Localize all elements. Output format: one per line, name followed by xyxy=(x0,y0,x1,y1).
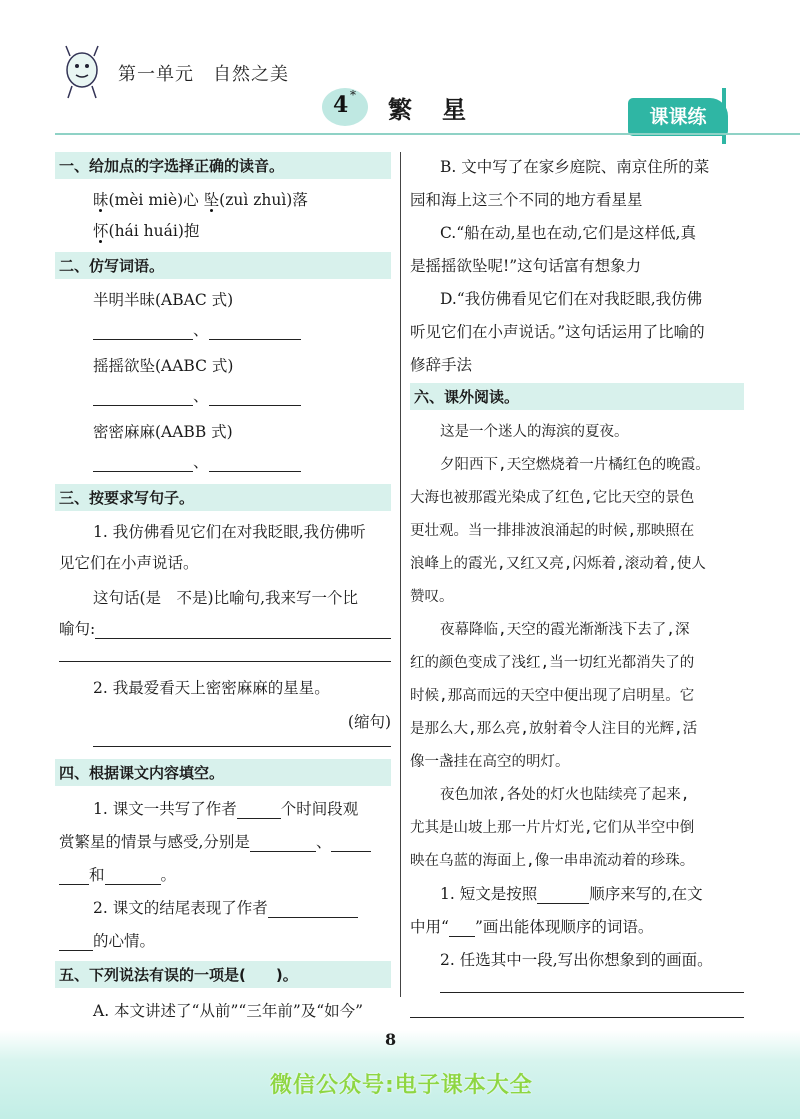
blank[interactable] xyxy=(250,851,316,852)
passage-line: 夕阳西下,天空燃烧着一片橘红色的晚霞。 xyxy=(440,457,710,473)
column-divider xyxy=(400,152,401,997)
exercise-badge: 课课练 xyxy=(628,98,728,136)
left-column xyxy=(55,152,391,1054)
option-a-line1: A. 本文讲述了“从前”“三年前”及“如今” xyxy=(93,1002,364,1020)
wechat-watermark: 微信公众号:电子课本大全 xyxy=(270,1073,533,1098)
pinyin-line-1: 昧(mèi miè)心 坠(zuì zhuì)落 xyxy=(93,191,308,209)
blank[interactable] xyxy=(95,617,391,639)
answer-line-aabc: 、 xyxy=(93,384,391,406)
s6-q2: 2. 任选其中一段,写出你想象到的画面。 xyxy=(440,951,713,969)
passage-line: 大海也被那霞光染成了红色,它比天空的景色 xyxy=(410,490,695,506)
page-number: 8 xyxy=(385,1030,397,1049)
blank[interactable] xyxy=(331,851,371,852)
section-3-title: 三、按要求写句子。 xyxy=(55,484,391,511)
blank[interactable] xyxy=(59,884,89,885)
blank[interactable] xyxy=(105,884,161,885)
lesson-number: 4 xyxy=(333,92,349,118)
lesson-title: 繁星 xyxy=(388,96,496,124)
passage-line: 这是一个迷人的海滨的夏夜。 xyxy=(440,424,629,440)
right-column xyxy=(410,152,744,1018)
blank[interactable] xyxy=(209,471,301,472)
blank[interactable] xyxy=(537,903,589,904)
blank[interactable] xyxy=(93,471,193,472)
blank[interactable] xyxy=(237,818,281,819)
option-b-line1: B. 文中写了在家乡庭院、南京住所的菜 xyxy=(440,158,710,176)
blank[interactable] xyxy=(209,405,301,406)
pattern-abac: 半明半昧(ABAC 式) xyxy=(93,291,234,309)
s3-q1-line4: 喻句: xyxy=(59,617,391,639)
passage-line: 夜幕降临,天空的霞光渐渐浅下去了,深 xyxy=(440,622,690,638)
pinyin-line-2: 怀(hái huái)抱 xyxy=(93,222,200,240)
passage-line: 尤其是山坡上那一片片灯光,它们从半空中倒 xyxy=(410,820,695,836)
answer-line[interactable] xyxy=(59,661,391,662)
blank[interactable] xyxy=(209,339,301,340)
answer-line[interactable] xyxy=(93,746,391,747)
unit-title: 第一单元 自然之美 xyxy=(118,64,289,85)
section-2-title: 二、仿写词语。 xyxy=(55,252,391,279)
lesson-star: * xyxy=(350,88,356,102)
passage-line: 映在乌蓝的海面上,像一串串流动着的珍珠。 xyxy=(410,853,695,869)
passage-line: 赞叹。 xyxy=(410,589,454,605)
s3-q2-note: (缩句) xyxy=(347,713,391,731)
section-6-title: 六、课外阅读。 xyxy=(410,383,744,410)
pattern-aabc: 摇摇欲坠(AABC 式) xyxy=(93,357,234,375)
s6-q1-line1: 1. 短文是按照 顺序来写的,在文 xyxy=(440,885,703,903)
passage-line: 浪峰上的霞光,又红又亮,闪烁着,滚动着,使人 xyxy=(410,556,706,572)
s4-q1-line3: 和 。 xyxy=(59,863,391,885)
passage-line: 更壮观。当一排排波浪涌起的时候,那映照在 xyxy=(410,523,695,539)
answer-line[interactable] xyxy=(440,992,744,993)
answer-line-aabb: 、 xyxy=(93,450,391,472)
option-b-line2: 园和海上这三个不同的地方看星星 xyxy=(410,191,643,209)
answer-line-abac: 、 xyxy=(93,318,391,340)
passage-line: 红的颜色变成了浅红,当一切红光都消失了的 xyxy=(410,655,695,671)
s6-q1-line2: 中用“ ”画出能体现顺序的词语。 xyxy=(410,918,654,936)
mascot-icon xyxy=(58,44,110,100)
s3-q1-line2: 见它们在小声说话。 xyxy=(59,554,199,572)
blank[interactable] xyxy=(449,936,475,937)
option-d-line2: 听见它们在小声说话。”这句话运用了比喻的 xyxy=(410,323,705,341)
blank[interactable] xyxy=(268,917,358,918)
option-c-line1: C.“船在动,星也在动,它们是这样低,真 xyxy=(440,224,696,242)
section-1-title: 一、给加点的字选择正确的读音。 xyxy=(55,152,391,179)
s4-q1-line1: 1. 课文一共写了作者 个时间段观 xyxy=(93,800,359,818)
s4-q2-line2: 的心情。 xyxy=(59,929,391,951)
reading-passage xyxy=(410,420,744,870)
s3-q2: 2. 我最爱看天上密密麻麻的星星。 xyxy=(93,679,330,697)
option-c-line2: 是摇摇欲坠呢!”这句话富有想象力 xyxy=(410,257,642,275)
option-d-line3: 修辞手法 xyxy=(410,356,473,374)
section-5-title: 五、下列说法有误的一项是( )。 xyxy=(55,961,391,988)
s4-q1-line2: 赏繁星的情景与感受,分别是 、 xyxy=(59,830,391,852)
section-4-title: 四、根据课文内容填空。 xyxy=(55,759,391,786)
blank[interactable] xyxy=(59,950,93,951)
header-rule xyxy=(55,133,800,135)
passage-line: 是那么大,那么亮,放射着令人注目的光辉,活 xyxy=(410,721,698,737)
s4-q2-line1: 2. 课文的结尾表现了作者 xyxy=(93,896,391,918)
pattern-aabb: 密密麻麻(AABB 式) xyxy=(93,423,233,441)
blank[interactable] xyxy=(93,405,193,406)
s3-q1-line3: 这句话(是 不是)比喻句,我来写一个比 xyxy=(93,589,359,607)
passage-line: 时候,那高而远的天空中便出现了启明星。它 xyxy=(410,688,695,704)
blank[interactable] xyxy=(93,339,193,340)
s3-q1-line1: 1. 我仿佛看见它们在对我眨眼,我仿佛听 xyxy=(93,523,366,541)
option-d-line1: D.“我仿佛看见它们在对我眨眼,我仿佛 xyxy=(440,290,703,308)
passage-line: 夜色加浓,各处的灯火也陆续亮了起来, xyxy=(440,787,690,803)
passage-line: 像一盏挂在高空的明灯。 xyxy=(410,754,570,770)
answer-line[interactable] xyxy=(410,1017,744,1018)
